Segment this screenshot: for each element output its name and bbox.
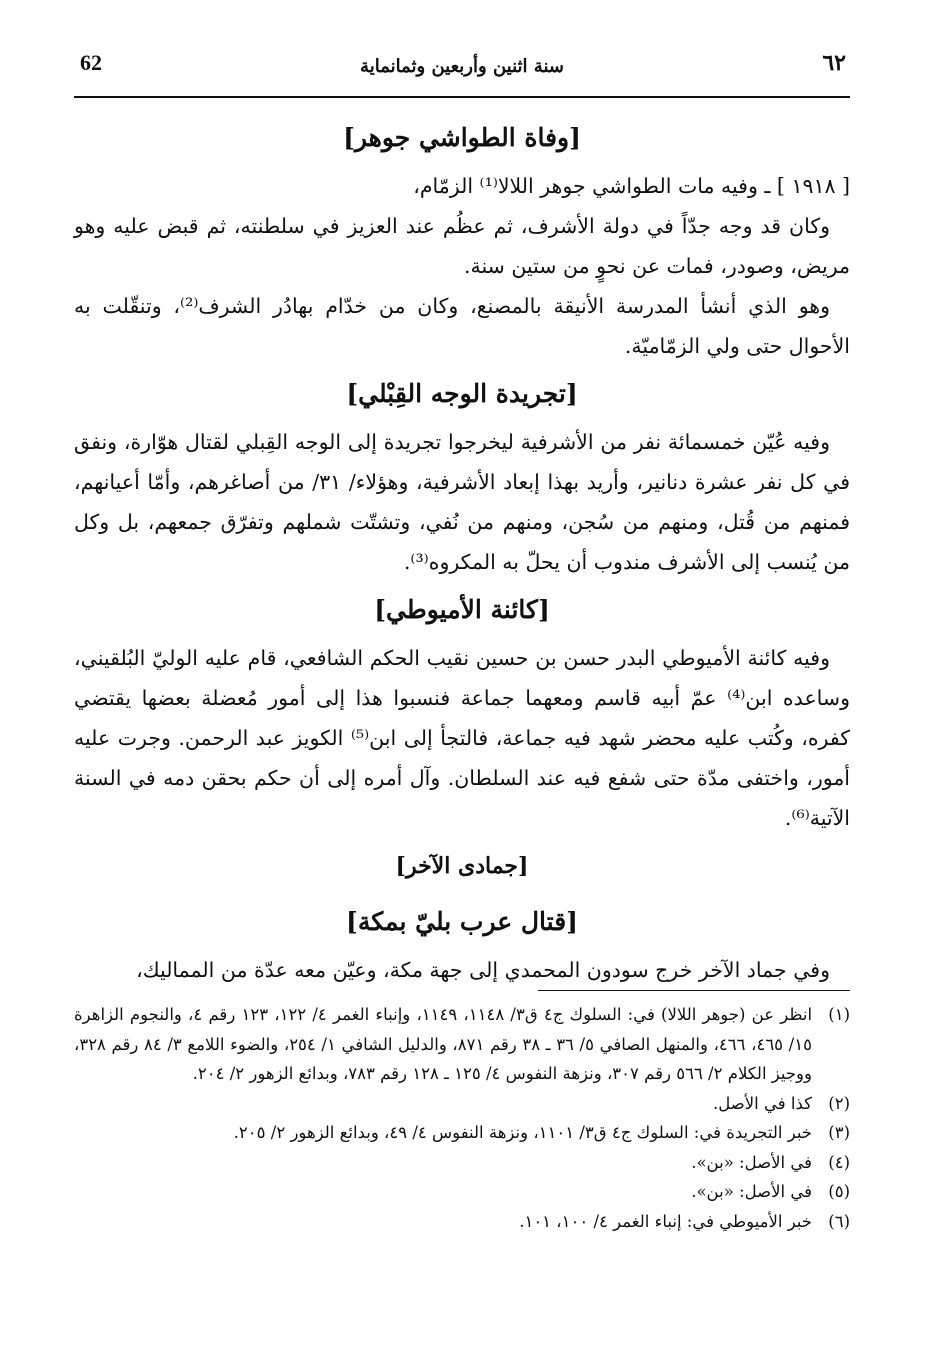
footnote-number: (٦) — [828, 1211, 850, 1231]
footnote-text: خبر الأميوطي في: إنباء الغمر ٤/ ١٠٠، ١٠١. — [519, 1211, 812, 1231]
footnote — [74, 1148, 850, 1178]
footnote-number: (٤) — [828, 1152, 850, 1172]
section-heading: [تجريدة الوجه القِبْلي] — [346, 379, 578, 408]
page-header — [74, 48, 850, 98]
footnote — [74, 1118, 850, 1148]
footnote — [74, 1000, 850, 1089]
footnote-text: انظر عن (جوهر اللالا) في: السلوك ج٤ ق٣/ ١١٤٨، ١١٤٩، وإنباء الغمر ٤/ ١٢٢، ١٢٣ رقم ٤، والنجوم الزاهرة ١٥/ ٤٦٥، ٤٦٦، والمنهل الصافي ٥/ ٣٦ ـ ٣٨ رقم ٨٧١، والدليل الشافي ١/ ٢٥٤، والضوء اللامع ٣/ ٨٤ رقم ٣٢٨، ووجيز الكلام ٢/ ٥٦٦ رقم ٣٠٧، ونزهة النفوس ٤/ ١٢٥ ـ ١٢٨ رقم ٧٨٣، وبدائع الزهور ٢/ ٢٠٤. — [74, 1005, 813, 1083]
section-heading: [قتال عرب بليّ بمكة] — [346, 907, 578, 936]
footnote-text: في الأصل: «بن». — [691, 1182, 812, 1201]
page-number-latin: 62 — [80, 50, 102, 75]
footnote — [74, 1089, 850, 1119]
paragraph: وفي جماد الآخر خرج سودون المحمدي إلى جهة مكة، وعيّن معه عدّة من المماليك، — [136, 958, 830, 982]
section-heading: [وفاة الطواشي جوهر] — [343, 123, 581, 152]
section-heading: [جمادى الآخر] — [395, 853, 529, 879]
footnote — [74, 1207, 850, 1237]
main-text — [74, 110, 850, 990]
footnote-text: خبر التجريدة في: السلوك ج٤ ق٣/ ١١٠١، ونزهة النفوس ٤/ ٤٩، وبدائع الزهور ٢/ ٢٠٥. — [233, 1123, 812, 1142]
footnote-number: (٣) — [828, 1123, 850, 1142]
paragraph: وفيه كائنة الأميوطي البدر حسن بن حسين نقيب الحكم الشافعي، قام عليه الوليّ البُلقيني، وساعده ابن⁽⁴⁾ عمّ أبيه قاسم ومعهما جماعة فنسبوا هذا إلى أمور مُعضلة بعضها يقتضي كفره، وكُتب عليه محضر شهد فيه جماعة، فالتجأ إلى ابن⁽⁵⁾ الكويز عبد الرحمن. وجرت عليه أمور، واختفى مدّة حتى شفع فيه عند السلطان. وآل أمره إلى أن حكم بحقن دمه في السنة الآتية⁽⁶⁾. — [74, 646, 850, 830]
footnote — [74, 1177, 850, 1207]
section-heading: [كائنة الأميوطي] — [374, 595, 550, 624]
footnote-number: (١) — [828, 1005, 850, 1024]
paragraph: وهو الذي أنشأ المدرسة الأنيقة بالمصنع، وكان من خدّام بهادُر الشرف⁽²⁾، وتنقّلت به الأحوال حتى ولي الزمّاميّة. — [74, 294, 850, 358]
page-number-arabic: ٦٢ — [822, 50, 846, 76]
paragraph: [ ١٩١٨ ] ـ وفيه مات الطواشي جوهر اللالا⁽¹⁾ الزمّام، — [413, 174, 850, 198]
running-title: سنة اثنين وأربعين وثمانماية — [360, 56, 564, 77]
footnote-separator — [538, 990, 850, 991]
footnote-text: كذا في الأصل. — [713, 1093, 812, 1113]
footnote-number: (٥) — [828, 1182, 850, 1201]
footnote-number: (٢) — [828, 1093, 850, 1113]
footnote-text: في الأصل: «بن». — [691, 1152, 812, 1172]
footnotes — [74, 1000, 850, 1236]
paragraph: وكان قد وجه جدّاً في دولة الأشرف، ثم عظُم عند العزيز في سلطنته، ثم قبض عليه وهو مريض، وصودر، فمات عن نحوٍ من ستين سنة. — [74, 214, 850, 278]
paragraph: وفيه عُيّن خمسمائة نفر من الأشرفية ليخرجوا تجريدة إلى الوجه القِبلي لقتال هوّارة، ونفق في كل نفر عشرة دنانير، وأريد بهذا إبعاد الأشرفية، وهؤلاء/ ٣١/ من أصاغرهم، وأمّا أعيانهم، فمنهم من قُتل، ومنهم من سُجن، ومنهم من نُفي، وتشتّت شملهم وتفرّق جمعهم، بل وكل من يُنسب إلى الأشرف مندوب أن يحلّ به المكروه⁽³⁾. — [74, 430, 850, 574]
